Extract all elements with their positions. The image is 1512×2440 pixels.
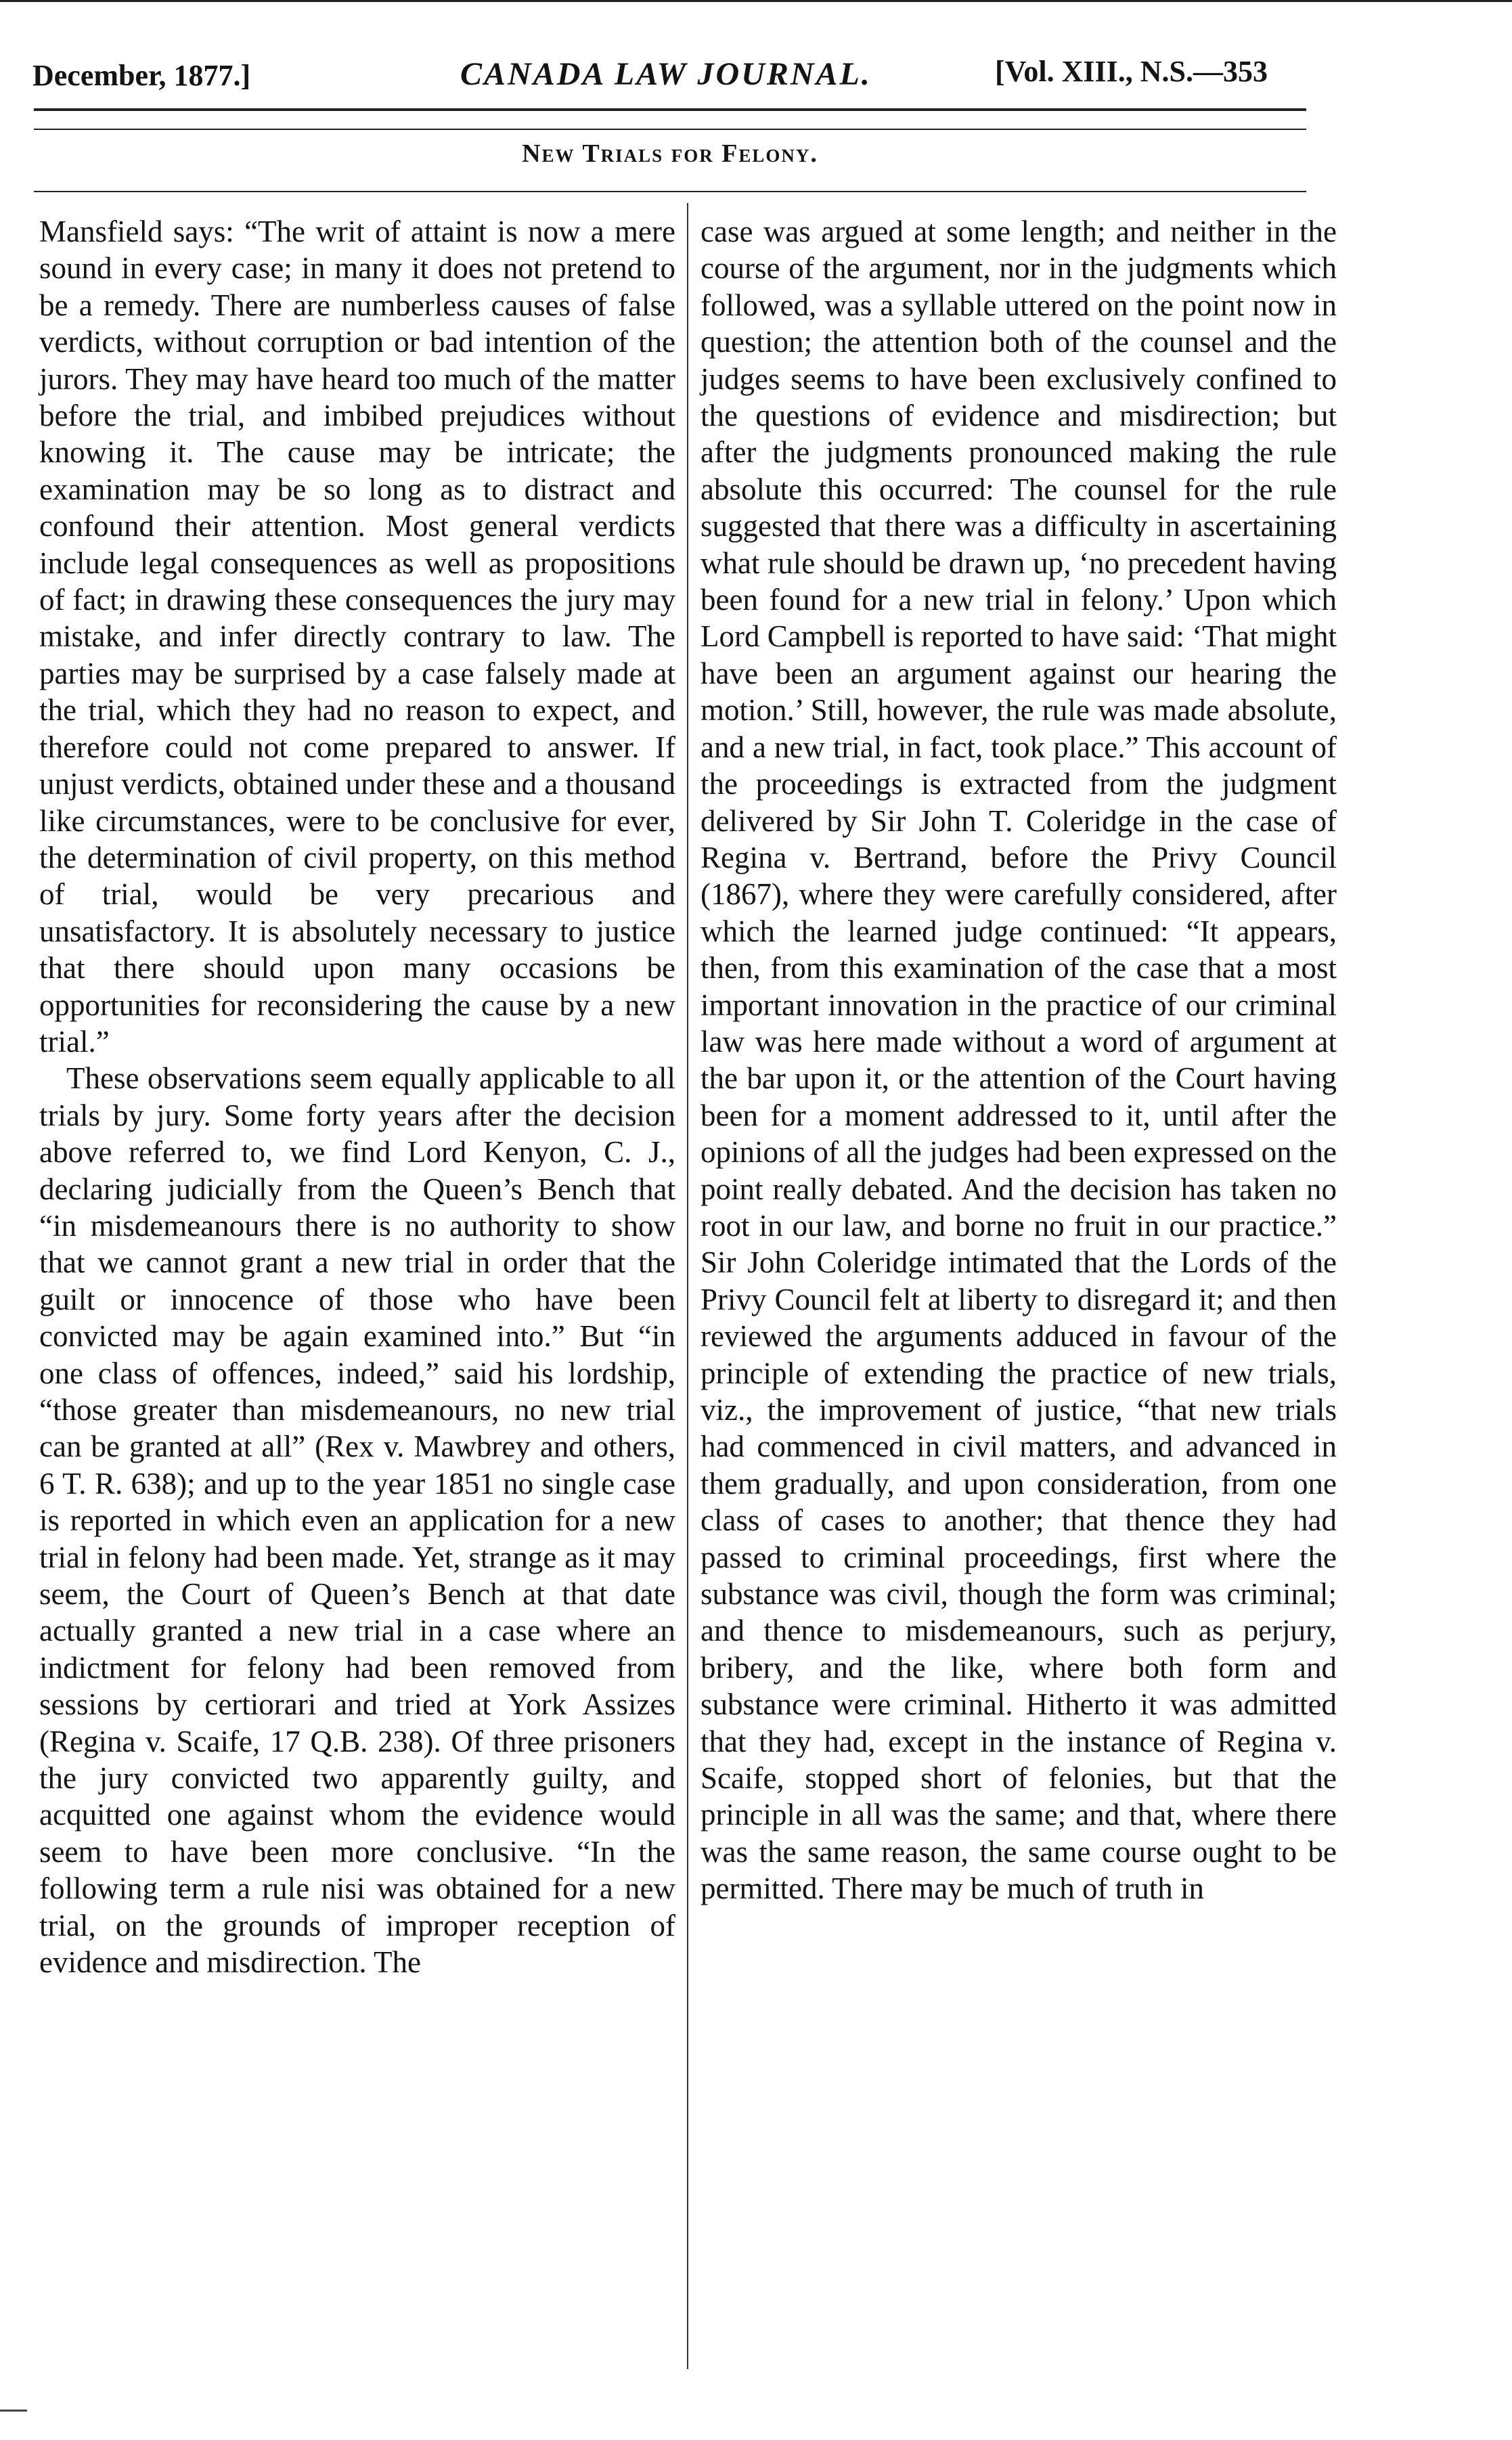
bottom-edge-mark [0, 2410, 27, 2412]
section-rule [34, 191, 1306, 192]
right-column [701, 213, 1337, 1907]
left-paragraph-2: These observations seem equally applicable to all trials by jury. Some forty years after the decision above referred to, we find Lord Kenyon, C. J., declaring judicially from the Queen’s Bench that “in misdemeanours there is no authority to show that we cannot grant a new trial in order that the guilt or innocence of those who have been convicted may be again examined into.” But “in one class of offences, indeed,” said his lordship, “those greater than misdemeanours, no new trial can be granted at all” (Rex v. Mawbrey and others, 6 T. R. 638); and up to the year 1851 no single case is reported in which even an application for a new trial in felony had been made. Yet, strange as it may seem, the Court of Queen’s Bench at that date actually granted a new trial in a case where an indictment for felony had been removed from sessions by certiorari and tried at York Assizes (Regina v. Scaife, 17 Q.B. 238). Of three prisoners the jury convicted two apparently guilty, and acquitted one against whom the evidence would seem to have been more conclusive. “In the following term a rule nisi was obtained for a new trial, on the grounds of improper reception of evidence and misdirection. The [39, 1061, 675, 1980]
column-divider [687, 203, 688, 2369]
top-border-rule [0, 0, 1512, 2]
right-paragraph-1: case was argued at some length; and neither in the course of the argument, nor in the judgments which followed, was a syllable uttered on the point now in question; the attention both of the counsel and the judges seems to have been exclusively confined to the questions of evidence and misdirection; but after the judgments pronounced making the rule absolute this occurred: The counsel for the rule suggested that there was a difficulty in ascertaining what rule should be drawn up, ‘no precedent having been found for a new trial in felony.’ Upon which Lord Campbell is reported to have said: ‘That might have been an argument against our hearing the motion.’ Still, however, the rule was made absolute, and a new trial, in fact, took place.” This account of the proceedings is extracted from the judgment delivered by Sir John T. Coleridge in the case of Regina v. Bertrand, before the Privy Council (1867), where they were carefully considered, after which the learned judge continued: “It appears, then, from this examination of the case that a most important innovation in the practice of our criminal law was here made without a word of argument at the bar upon it, or the attention of the Court having been for a moment addressed to it, until after the opinions of all the judges had been expressed on the point really debated. And the decision has taken no root in our law, and borne no fruit in our practice.” Sir John Coleridge intimated that the Lords of the Privy Council felt at liberty to disregard it; and then reviewed the arguments adduced in favour of the principle of extending the practice of new trials, viz., the improvement of justice, “that new trials had commenced in civil matters, and advanced in them gradually, and upon consideration, from one class of cases to another; that thence they had passed to criminal proceedings, first where the substance was civil, though the form was criminal; and thence to misdemeanours, such as perjury, bribery, and the like, where both form and substance were criminal. Hitherto it was admitted that they had, except in the instance of Regina v. Scaife, stopped short of felonies, but that the principle in all was the same; and that, where there was the same reason, the same course ought to be permitted. There may be much of truth in [701, 215, 1337, 1906]
header-rule-thin [34, 129, 1306, 130]
header-journal-title: CANADA LAW JOURNAL. [460, 56, 872, 92]
left-column [39, 213, 675, 1981]
header-rule-thick [34, 108, 1306, 111]
section-title: New Trials for Felony. [522, 139, 818, 168]
left-paragraph-1: Mansfield says: “The writ of attaint is now a mere sound in every case; in many it does not pretend to be a remedy. There are numberless causes of false verdicts, without corruption or bad intention of the jurors. They may have heard too much of the matter before the trial, and imbibed prejudices without knowing it. The cause may be intricate; the examination may be so long as to distract and confound their attention. Most general verdicts include legal consequences as well as propositions of fact; in drawing these consequences the jury may mistake, and infer directly contrary to law. The parties may be surprised by a case falsely made at the trial, which they had no reason to expect, and therefore could not come prepared to answer. If unjust verdicts, obtained under these and a thousand like circumstances, were to be conclusive for ever, the determination of civil property, on this method of trial, would be very precarious and unsatisfactory. It is absolutely necessary to justice that there should upon many occasions be opportunities for reconsidering the cause by a new trial.” [39, 215, 675, 1059]
running-header [27, 47, 1313, 95]
header-date: December, 1877.] [32, 59, 251, 92]
header-volume-page: [Vol. XIII., N.S.—353 [995, 55, 1268, 88]
